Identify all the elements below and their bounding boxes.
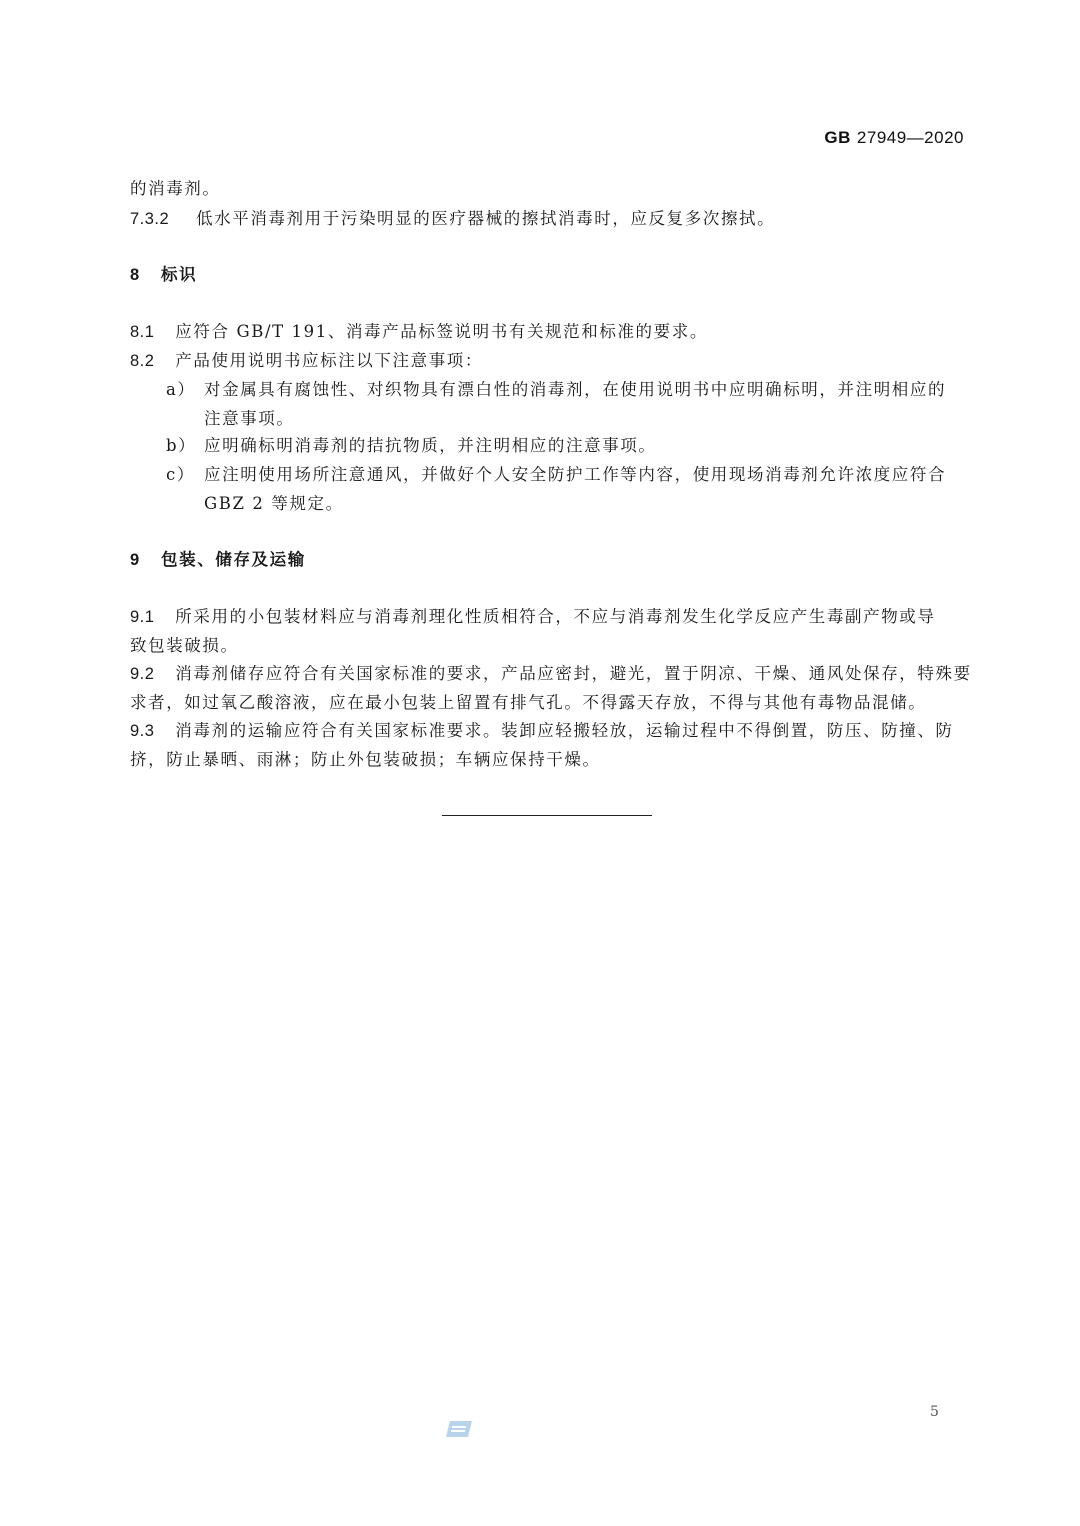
standard-number: 27949—2020 — [856, 128, 964, 147]
clause-text: 消毒剂储存应符合有关国家标准的要求，产品应密封，避光，置于阴凉、干燥、通风处保存，特殊要 — [175, 664, 972, 683]
clause-8-1 — [130, 321, 708, 343]
section-9-heading — [130, 549, 306, 571]
list-item-b-marker: b） — [166, 436, 197, 455]
clause-9-3 — [130, 720, 954, 742]
clause-text: 所采用的小包装材料应与消毒剂理化性质相符合，不应与消毒剂发生化学反应产生毒副产物或导 — [175, 607, 936, 626]
clause-text: 消毒剂的运输应符合有关国家标准要求。装卸应轻搬轻放，运输过程中不得倒置，防压、防撞、防 — [175, 721, 954, 740]
paragraph-continuation: 的消毒剂。 — [130, 179, 221, 198]
list-item-a-text: 对金属具有腐蚀性、对织物具有漂白性的消毒剂，在使用说明书中应明确标明，并注明相应的 — [204, 380, 947, 399]
clause-number: 9.1 — [130, 608, 155, 626]
clause-7-3-2 — [130, 208, 775, 230]
clause-number: 9.2 — [130, 665, 155, 683]
clause-number: 8.2 — [130, 352, 155, 370]
clause-9-3-cont: 挤，防止暴晒、雨淋；防止外包装破损；车辆应保持干燥。 — [130, 750, 601, 769]
clause-9-1-cont: 致包装破损。 — [130, 636, 239, 655]
clause-9-1 — [130, 606, 936, 628]
clause-8-2 — [130, 350, 483, 372]
standard-header — [824, 128, 964, 148]
section-title: 标识 — [161, 265, 198, 284]
clause-number: 7.3.2 — [130, 210, 170, 228]
list-item-a-marker: a） — [166, 380, 196, 399]
page-number: 5 — [930, 1404, 939, 1420]
list-item-b-text: 应明确标明消毒剂的拮抗物质，并注明相应的注意事项。 — [204, 436, 657, 455]
list-item-c-text-cont: GBZ 2 等规定。 — [204, 494, 344, 513]
sac-logo-icon — [446, 1418, 476, 1440]
end-of-document-rule — [442, 815, 652, 816]
section-number: 9 — [130, 551, 140, 569]
clause-text: 应符合 GB/T 191、消毒产品标签说明书有关规范和标准的要求。 — [175, 322, 708, 341]
list-item-c-marker: c） — [166, 465, 195, 484]
standard-prefix: GB — [824, 128, 851, 147]
list-item-a-text-cont: 注意事项。 — [204, 409, 295, 428]
section-number: 8 — [130, 266, 140, 284]
section-8-heading — [130, 264, 197, 286]
clause-text: 产品使用说明书应标注以下注意事项： — [175, 351, 483, 370]
clause-9-2 — [130, 663, 972, 685]
clause-9-2-cont: 求者，如过氧乙酸溶液，应在最小包装上留置有排气孔。不得露天存放，不得与其他有毒物品混储。 — [130, 693, 927, 712]
list-item-c-text: 应注明使用场所注意通风，并做好个人安全防护工作等内容，使用现场消毒剂允许浓度应符合 — [204, 465, 947, 484]
clause-number: 8.1 — [130, 323, 155, 341]
section-title: 包装、储存及运输 — [161, 550, 306, 569]
clause-text: 低水平消毒剂用于污染明显的医疗器械的擦拭消毒时，应反复多次擦拭。 — [196, 209, 776, 228]
clause-number: 9.3 — [130, 722, 155, 740]
